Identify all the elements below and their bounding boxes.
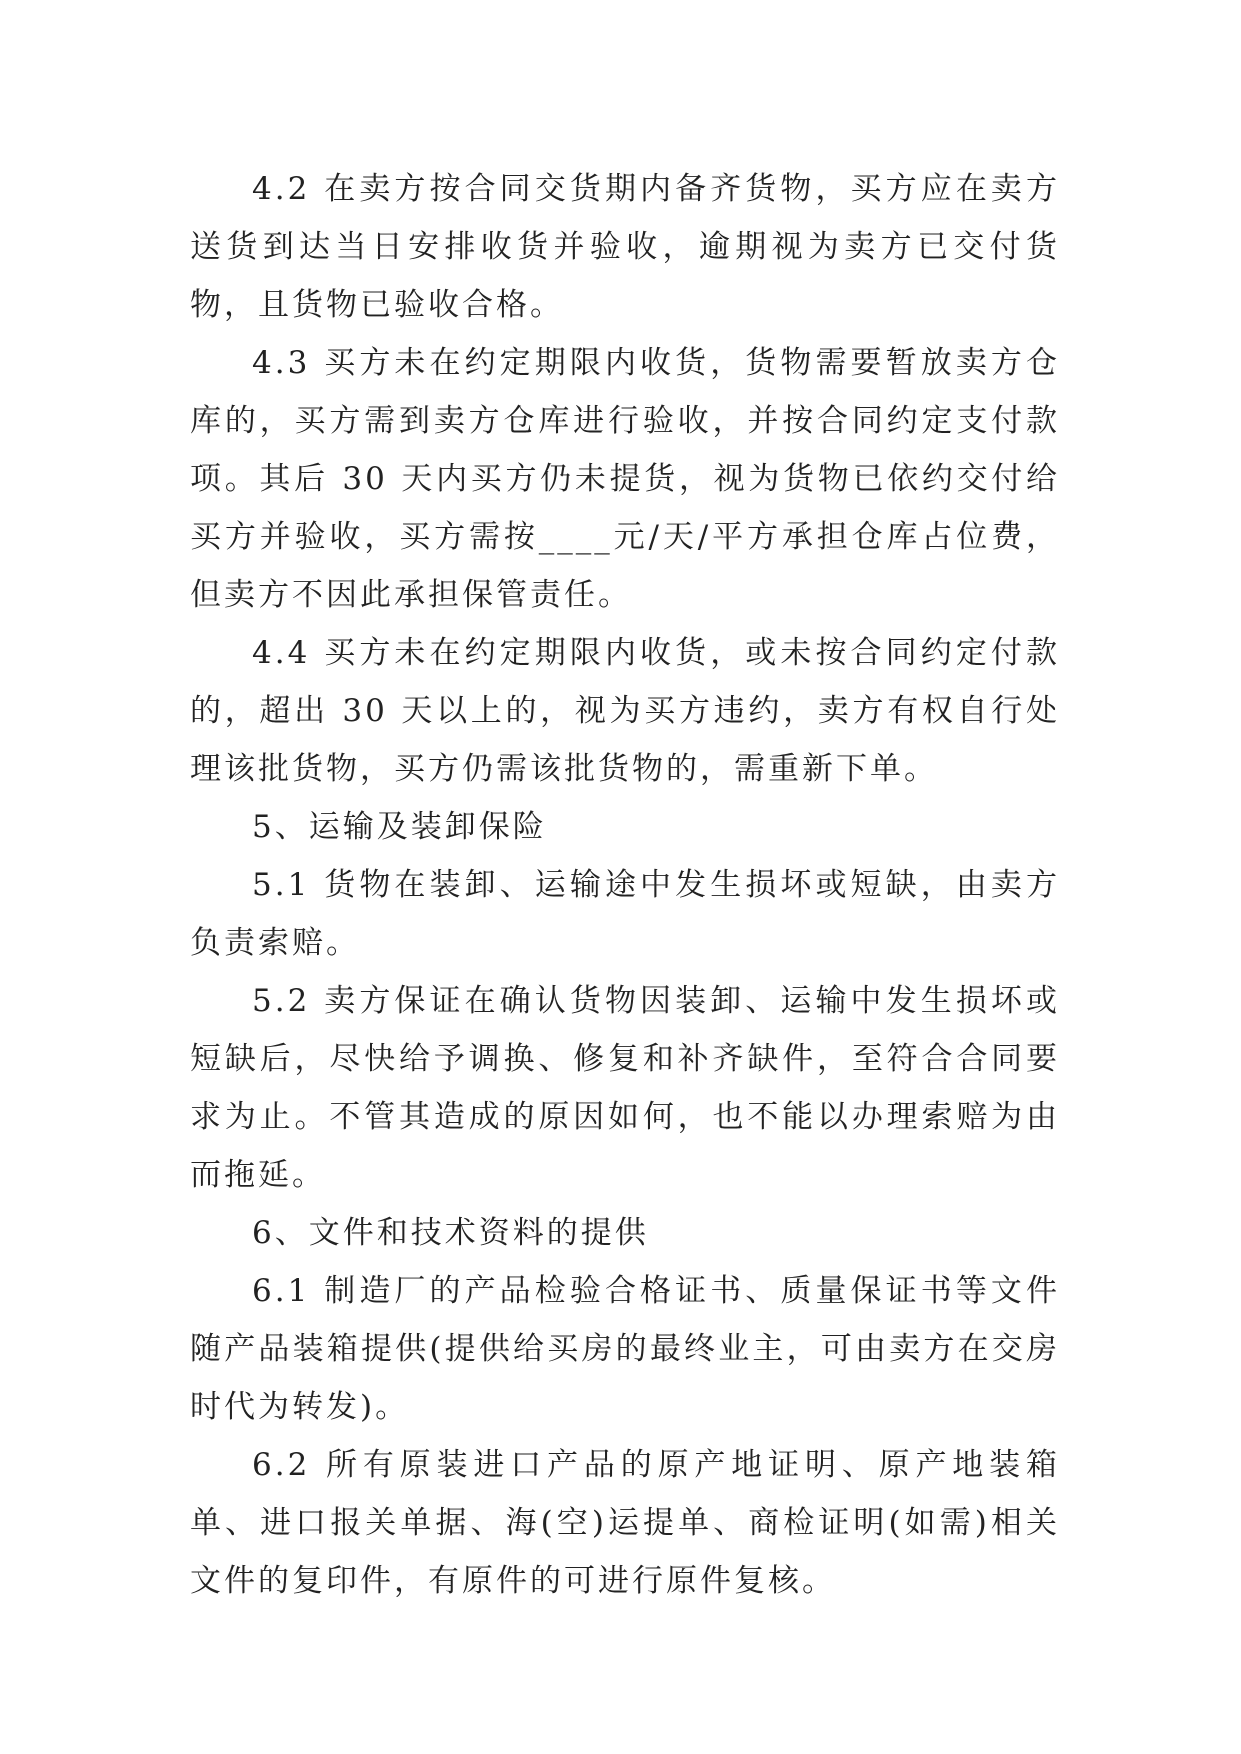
clause-5-1: 5.1 货物在装卸、运输途中发生损坏或短缺，由卖方负责索赔。 — [190, 867, 1060, 961]
clause-6-2: 6.2 所有原装进口产品的原产地证明、原产地装箱单、进口报关单据、海(空)运提单、商检证明(如需)相关文件的复印件，有原件的可进行原件复核。 — [190, 1447, 1060, 1599]
document-body — [190, 160, 1060, 1610]
clause-5-2: 5.2 卖方保证在确认货物因装卸、运输中发生损坏或短缺后，尽快给予调换、修复和补齐缺件，至符合合同要求为止。不管其造成的原因如何，也不能以办理索赔为由而拖延。 — [190, 983, 1060, 1193]
clause-4-4: 4.4 买方未在约定期限内收货，或未按合同约定付款的，超出 30 天以上的，视为买方违约，卖方有权自行处理该批货物，买方仍需该批货物的，需重新下单。 — [190, 635, 1060, 787]
clause-4-3: 4.3 买方未在约定期限内收货，货物需要暂放卖方仓库的，买方需到卖方仓库进行验收，并按合同约定支付款项。其后 30 天内买方仍未提货，视为货物已依约交付给买方并验收，买方需按____元/天/平方承担仓库占位费，但卖方不因此承担保管责任。 — [190, 345, 1060, 613]
section-6-heading: 6、文件和技术资料的提供 — [252, 1215, 649, 1251]
clause-6-1: 6.1 制造厂的产品检验合格证书、质量保证书等文件随产品装箱提供(提供给买房的最终业主，可由卖方在交房时代为转发)。 — [190, 1273, 1060, 1425]
section-5-heading: 5、运输及装卸保险 — [252, 809, 547, 845]
clause-4-2: 4.2 在卖方按合同交货期内备齐货物，买方应在卖方送货到达当日安排收货并验收，逾期视为卖方已交付货物，且货物已验收合格。 — [190, 171, 1060, 323]
